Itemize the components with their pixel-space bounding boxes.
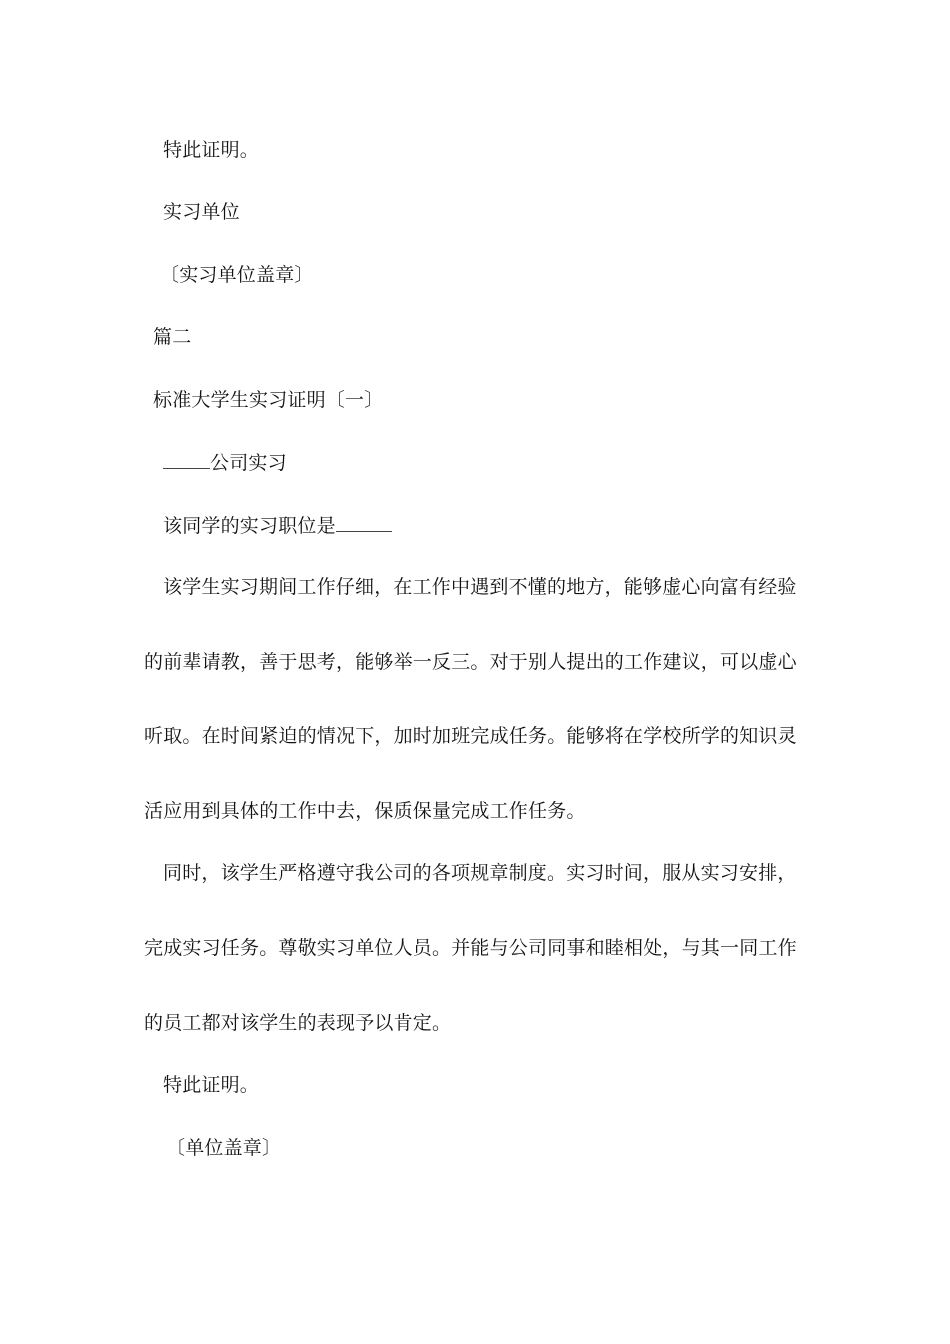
closing-text: 特此证明。 xyxy=(163,139,260,161)
paragraph-2-line-1: 同时，该学生严格遵守我公司的各项规章制度。实习时间，服从实习安排， xyxy=(163,862,797,884)
closing-text-2: 特此证明。 xyxy=(163,1074,260,1096)
company-name-blank xyxy=(163,450,210,469)
internship-unit-label: 实习单位 xyxy=(163,201,240,223)
position-line xyxy=(163,513,392,538)
paragraph-1-line-4: 活应用到具体的工作中去，保质保量完成工作任务。 xyxy=(144,800,586,822)
paragraph-1-line-3: 听取。在时间紧迫的情况下，加时加班完成任务。能够将在学校所学的知识灵 xyxy=(144,725,797,747)
paragraph-2-line-3: 的员工都对该学生的表现予以肯定。 xyxy=(144,1012,452,1034)
company-line xyxy=(163,450,287,475)
position-blank xyxy=(336,513,392,532)
unit-stamp-placeholder: 〔实习单位盖章〕 xyxy=(160,264,314,286)
document-title: 标准大学生实习证明〔一〕 xyxy=(153,389,384,411)
paragraph-2-line-2: 完成实习任务。尊敬实习单位人员。并能与公司同事和睦相处，与其一同工作 xyxy=(144,937,797,959)
position-line-text: 该同学的实习职位是 xyxy=(163,515,336,537)
unit-stamp-placeholder-2: 〔单位盖章〕 xyxy=(166,1137,282,1159)
section-heading: 篇二 xyxy=(153,326,192,348)
company-line-text: 公司实习 xyxy=(210,452,287,474)
paragraph-1-line-1: 该学生实习期间工作仔细，在工作中遇到不懂的地方，能够虚心向富有经验 xyxy=(163,576,797,598)
paragraph-1-line-2: 的前辈请教，善于思考，能够举一反三。对于别人提出的工作建议，可以虚心 xyxy=(144,651,797,673)
